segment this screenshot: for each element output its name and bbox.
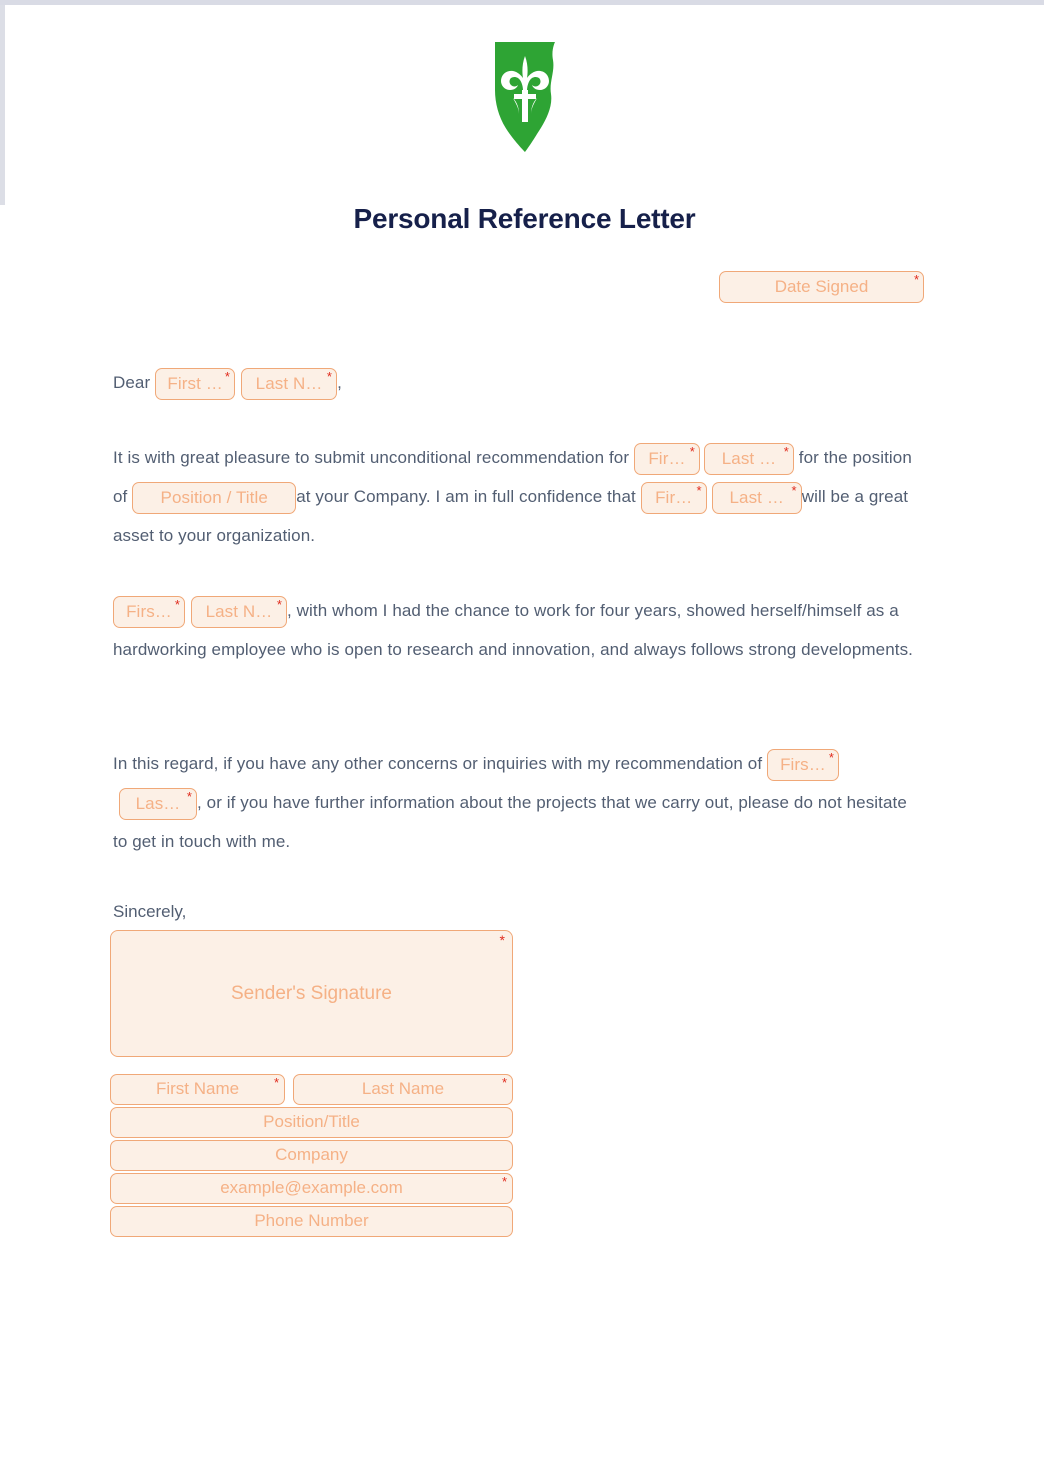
- paragraph-1-last-name-input[interactable]: [704, 443, 794, 475]
- required-asterisk: *: [326, 368, 333, 384]
- sender-last-name-placeholder: Last Name: [361, 1079, 445, 1098]
- required-asterisk: *: [501, 1174, 507, 1189]
- paragraph-2-last-name-input[interactable]: [191, 596, 287, 628]
- logo-container: [5, 38, 1044, 161]
- paragraph-3-last-name-placeholder: Las…: [135, 793, 181, 813]
- date-signed-field-wrapper: [719, 271, 924, 303]
- document-page: [5, 5, 1044, 1478]
- paragraph-1-last-name-placeholder: Last …: [721, 448, 777, 468]
- required-asterisk: *: [791, 482, 797, 498]
- required-asterisk: *: [913, 272, 919, 287]
- paragraph-3-text-2: , or if you have further information about the projects that we carry out, please do not hesitate to get in touch with me.: [113, 793, 907, 851]
- paragraph-1-last-name-placeholder-2: Last …: [729, 487, 784, 507]
- sender-signature-input[interactable]: [110, 930, 513, 1057]
- paragraph-1-text-2: for: [798, 448, 819, 467]
- sender-name-row: [110, 1074, 513, 1105]
- sender-email-input[interactable]: [110, 1173, 513, 1204]
- paragraph-2-text-1: , with whom I had the chance to work for four years, showed herself/himself as a hardworking employee who is open to research and innovation, and always follows strong developments.: [113, 601, 914, 659]
- paragraph-1-first-name-input[interactable]: [634, 443, 700, 475]
- required-asterisk: *: [696, 482, 702, 498]
- paragraph-3-first-name-placeholder: Firs…: [780, 754, 826, 774]
- paragraph-1-first-name-placeholder-2: Fir…: [655, 487, 693, 507]
- sender-position-title-input[interactable]: [110, 1107, 513, 1138]
- paragraph-1-first-name-input-2[interactable]: [641, 482, 707, 514]
- paragraph-1-last-name-input-2[interactable]: [712, 482, 802, 514]
- sender-first-name-input[interactable]: [110, 1074, 285, 1105]
- paragraph-1-text-3: the position of: [113, 448, 912, 506]
- salutation-line: [113, 363, 933, 402]
- paragraph-recommendation: [113, 438, 928, 555]
- paragraph-1-position-title-input[interactable]: [132, 482, 296, 514]
- required-asterisk: *: [174, 596, 180, 612]
- sender-position-title-placeholder: Position/Title: [263, 1112, 360, 1131]
- required-asterisk: *: [276, 596, 282, 612]
- required-asterisk: *: [224, 368, 231, 384]
- required-asterisk: *: [273, 1075, 279, 1090]
- required-asterisk: *: [499, 932, 505, 948]
- paragraph-1-text-1: It is with great pleasure to submit unconditional recommendation for: [113, 448, 630, 467]
- paragraph-3-first-name-input[interactable]: [767, 749, 839, 781]
- paragraph-1-text-5: that: [607, 487, 636, 506]
- paragraph-2-first-name-placeholder: Firs…: [126, 601, 172, 621]
- salutation-last-name-input[interactable]: [241, 368, 337, 400]
- sender-company-placeholder: Company: [275, 1145, 348, 1164]
- paragraph-1-text-6: will be a great asset to your organization.: [113, 487, 909, 545]
- paragraph-1-position-title-placeholder: Position / Title: [160, 487, 268, 507]
- closing-salutation: Sincerely,: [113, 902, 187, 921]
- salutation-trailing-comma: ,: [337, 373, 342, 392]
- paragraph-work-history: [113, 591, 913, 669]
- date-signed-input[interactable]: [719, 271, 924, 303]
- salutation-first-name-input[interactable]: [155, 368, 235, 400]
- salutation-lead-text: Dear: [113, 373, 151, 392]
- salutation-last-name-placeholder: Last N…: [255, 373, 323, 393]
- required-asterisk: *: [501, 1075, 507, 1090]
- paragraph-1-text-4: at your Company. I am in full confidence: [296, 487, 603, 506]
- paragraph-2-first-name-input[interactable]: [113, 596, 185, 628]
- sender-signature-placeholder: Sender's Signature: [230, 982, 392, 1004]
- sender-details-group: [110, 1074, 513, 1239]
- required-asterisk: *: [783, 443, 789, 459]
- page-title: Personal Reference Letter: [353, 203, 696, 234]
- required-asterisk: *: [689, 443, 695, 459]
- date-signed-placeholder: Date Signed: [774, 277, 869, 296]
- sender-phone-placeholder: Phone Number: [254, 1211, 369, 1230]
- salutation-first-name-placeholder: First …: [167, 373, 223, 393]
- paragraph-1-first-name-placeholder: Fir…: [648, 448, 686, 468]
- fleur-de-lis-shield-logo: [489, 143, 561, 160]
- paragraph-3-text-1: In this regard, if you have any other concerns or inquiries with my recommendation of: [113, 754, 763, 773]
- sender-first-name-placeholder: First Name: [155, 1079, 240, 1098]
- paragraph-2-last-name-placeholder: Last N…: [205, 601, 273, 621]
- sender-email-placeholder: example@example.com: [220, 1178, 403, 1197]
- paragraph-contact-invitation: [113, 744, 918, 861]
- paragraph-3-last-name-input[interactable]: [119, 788, 197, 820]
- required-asterisk: *: [186, 788, 192, 804]
- sender-last-name-input[interactable]: [293, 1074, 513, 1105]
- required-asterisk: *: [828, 749, 834, 765]
- sender-company-input[interactable]: [110, 1140, 513, 1171]
- sender-phone-input[interactable]: [110, 1206, 513, 1237]
